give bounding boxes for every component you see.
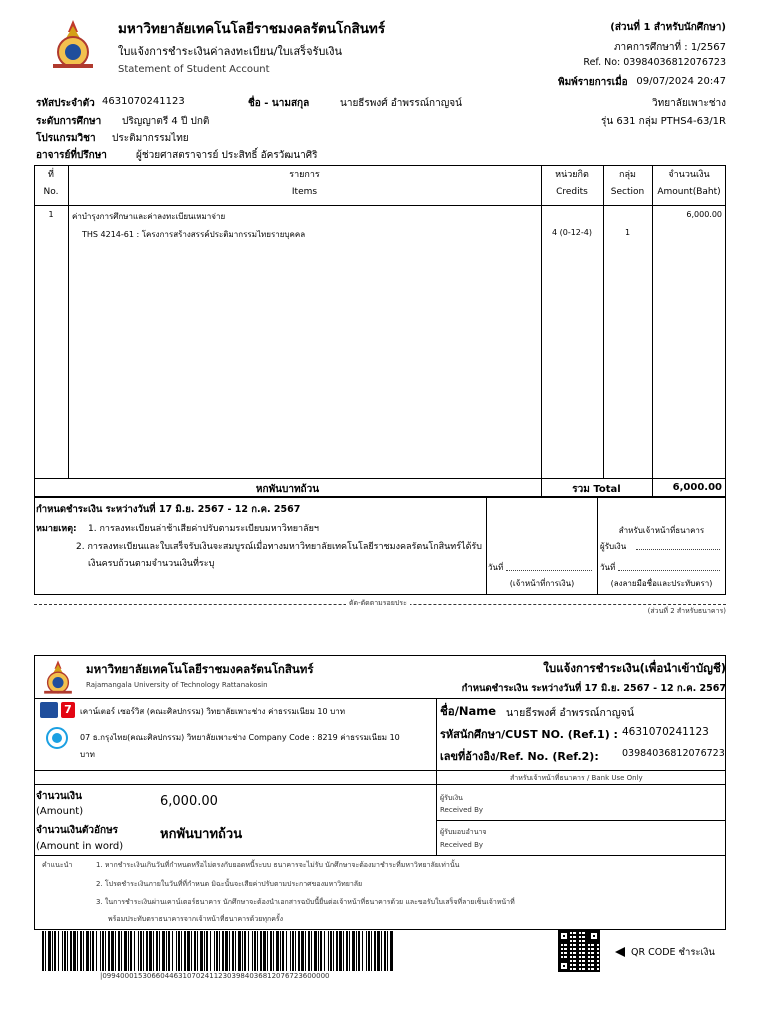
qr-label: QR CODE ชำระเงิน <box>631 947 715 958</box>
counter-service-icon <box>40 702 58 718</box>
course-item: THS 4214-61 : โครงการสร้างสรรค์ประติมากรรมไทยรายบุคคล <box>82 230 306 239</box>
copy-label: (ส่วนที่ 1 สำหรับนักศึกษา) <box>610 22 726 33</box>
row-amount: 6,000.00 <box>686 210 722 219</box>
slip-cust-no: 4631070241123 <box>622 726 709 738</box>
payment-channel-bank-cont: บาท <box>80 750 95 759</box>
advice-2: 2. โปรดชำระเงินภายในวันที่ที่กำหนด มิฉะนั้นจะเสียค่าปรับตามประกาศของมหาวิทยาลัย <box>96 880 363 888</box>
col-section-en: Section <box>610 187 645 197</box>
campus: วิทยาลัยเพาะช่าง <box>652 98 726 109</box>
receiver-label: ผู้รับเงิน <box>600 542 627 551</box>
bank-use-only: สำหรับเจ้าหน้าที่ธนาคาร / Bank Use Only <box>510 774 643 782</box>
student-name-label: ชื่อ - นามสกุล <box>248 98 310 109</box>
print-label: พิมพ์รายการเมื่อ <box>558 77 628 88</box>
payment-channel-counter: เคาน์เตอร์ เซอร์วิส (คณะศิลปกรรม) วิทยาลัยเพาะช่าง ค่าธรรมเนียม 10 บาท <box>80 707 345 716</box>
payment-qr-code-icon <box>558 930 600 972</box>
slip-ref2: 03984036812076723 <box>622 748 725 759</box>
total-in-words: หกพันบาทถ้วน <box>255 484 320 495</box>
finance-officer-label: (เจ้าหน้าที่การเงิน) <box>509 579 575 588</box>
slip-amount: 6,000.00 <box>160 794 218 809</box>
course-section: 1 <box>624 228 631 237</box>
barcode-text: |099400015306604463107024112303984036812076723600000 <box>100 972 330 980</box>
col-amount-en: Amount(Baht) <box>657 187 721 197</box>
advisor: ผู้ช่วยศาสตราจารย์ ประสิทธิ์ อัครวัฒนาศิริ <box>136 150 318 161</box>
slip-ref2-label: เลขที่อ้างอิง/Ref. No. (Ref.2): <box>440 750 599 763</box>
payment-barcode <box>42 931 398 971</box>
col-amount-th: จำนวนเงิน <box>668 170 710 180</box>
slip-university-en: Rajamangala University of Technology Rattanakosin <box>86 681 268 689</box>
cut-label: ตัด-ตัดตามรอยประ <box>346 598 410 609</box>
university-logo-icon <box>47 18 99 70</box>
amount-label: จำนวนเงิน <box>36 791 82 802</box>
slip-name: นายธีรพงศ์ อำพรรณ์กาญจน์ <box>506 707 634 719</box>
col-items-en: Items <box>291 187 318 197</box>
col-section-th: กลุ่ม <box>619 170 636 180</box>
amount-label-en: (Amount) <box>36 806 84 817</box>
slip-payment-due: กำหนดชำระเงิน ระหว่างวันที่ 17 มิ.ย. 2567 - 12 ก.ค. 2567 <box>461 683 726 694</box>
level: ปริญญาตรี 4 ปี ปกติ <box>122 116 210 127</box>
col-credits-th: หน่วยกิต <box>555 170 589 180</box>
student-group: รุ่น 631 กลุ่ม PTHS4-63/1R <box>601 116 726 127</box>
advisor-label: อาจารย์ที่ปรึกษา <box>36 150 107 161</box>
arrow-left-icon <box>614 946 626 958</box>
received-by-en: Received By <box>440 806 484 814</box>
semester: ภาคการศึกษาที่ : 1/2567 <box>613 42 726 53</box>
slip-university-th: มหาวิทยาลัยเทคโนโลยีราชมงคลรัตนโกสินทร์ <box>86 662 314 676</box>
remark-2: 2. การลงทะเบียนและใบเสร็จรับเงินจะสมบูรณ์เมื่อทางมหาวิทยาลัยเทคโนโลยีราชมงคลรัตนโกสินทร์ได้รับ <box>76 542 482 552</box>
col-items-th: รายการ <box>289 170 320 180</box>
program-label: โปรแกรมวิชา <box>36 133 96 144</box>
total-amount: 6,000.00 <box>672 482 722 493</box>
slip-amount-words: หกพันบาทถ้วน <box>160 827 243 842</box>
row-item: ค่าบำรุงการศึกษาและค่าลงทะเบียนเหมาจ่าย <box>72 212 226 221</box>
slip-cust-label: รหัสนักศึกษา/CUST NO. (Ref.1) : <box>440 728 618 741</box>
remark-2-cont: เงินครบถ้วนตามจำนวนเงินที่ระบุ <box>88 559 215 569</box>
col-no-th: ที่ <box>48 170 54 180</box>
bank-officer-label: สำหรับเจ้าหน้าที่ธนาคาร <box>618 526 705 535</box>
student-name: นายธีรพงศ์ อำพรรณ์กาญจน์ <box>340 98 462 109</box>
slip-university-logo-icon <box>40 658 76 696</box>
payment-due: กำหนดชำระเงิน ระหว่างวันที่ 17 มิ.ย. 2567 - 12 ก.ค. 2567 <box>36 504 301 515</box>
program: ประติมากรรมไทย <box>112 133 189 144</box>
row-no: 1 <box>48 210 54 219</box>
authorized-en: Received By <box>440 841 484 849</box>
student-id-label: รหัสประจำตัว <box>36 98 95 109</box>
advice-3-cont: พร้อมประทับตราธนาคารจากเจ้าหน้าที่ธนาคารด้วยทุกครั้ง <box>108 915 284 923</box>
level-label: ระดับการศึกษา <box>36 116 102 127</box>
advice-3: 3. ในการชำระเงินผ่านเคาน์เตอร์ธนาคาร นักศึกษาจะต้องนำเอกสารฉบับนี้ยื่นต่อเจ้าหน้าที่ธนาคารด้วย และขอรับใบเสร็จที่ลายเซ็นเจ้าหน้าที่ <box>96 898 515 906</box>
course-credits: 4 (0-12-4) <box>551 228 592 237</box>
payment-channel-bank: 07 ธ.กรุงไทย(คณะศิลปกรรม) วิทยาลัยเพาะช่าง Company Code : 8219 ค่าธรรมเนียม 10 <box>80 733 400 742</box>
advice-label: คำแนะนำ <box>42 861 73 869</box>
slip-name-label: ชื่อ/Name <box>440 704 497 718</box>
ref-number: Ref. No: 03984036812076723 <box>583 57 726 68</box>
part2-label: (ส่วนที่ 2 สำหรับธนาคาร) <box>647 607 726 615</box>
remark-1: 1. การลงทะเบียนล่าช้าเสียค่าปรับตามระเบียบมหาวิทยาลัยฯ <box>88 524 319 534</box>
remark-label: หมายเหตุ: <box>36 524 77 534</box>
date-label-bank: วันที่ <box>600 563 616 572</box>
received-by-th: ผู้รับเงิน <box>440 794 463 802</box>
authorized-th: ผู้รับมอบอำนาจ <box>440 828 487 836</box>
slip-title: ใบแจ้งการชำระเงิน(เพื่อนำเข้าบัญชี) <box>543 661 726 675</box>
krungthai-bank-icon <box>46 727 68 749</box>
advice-1: 1. หากชำระเงินเกินวันที่กำหนดหรือไม่ตรงกับยอดหนี้ระบบ ธนาคารจะไม่รับ นักศึกษาจะต้องมาชำระที่มหาวิทยาลัยเท่านั้น <box>96 861 460 869</box>
document-subtitle: Statement of Student Account <box>118 64 270 75</box>
seven-eleven-icon: 7 <box>61 702 75 718</box>
student-id: 4631070241123 <box>102 96 185 107</box>
date-label-finance: วันที่ <box>488 563 504 572</box>
university-name: มหาวิทยาลัยเทคโนโลยีราชมงคลรัตนโกสินทร์ <box>118 21 386 37</box>
col-credits-en: Credits <box>556 187 588 197</box>
print-datetime: 09/07/2024 20:47 <box>636 76 726 87</box>
document-title: ใบแจ้งการชำระเงินค่าลงทะเบียน/ใบเสร็จรับเงิน <box>118 45 343 58</box>
amount-words-label: จำนวนเงินตัวอักษร <box>36 825 119 836</box>
amount-words-label-en: (Amount in word) <box>36 841 124 852</box>
col-no-en: No. <box>43 187 59 197</box>
bank-sign-label: (ลงลายมือชื่อและประทับตรา) <box>610 579 713 588</box>
total-label: รวม Total <box>572 484 621 495</box>
